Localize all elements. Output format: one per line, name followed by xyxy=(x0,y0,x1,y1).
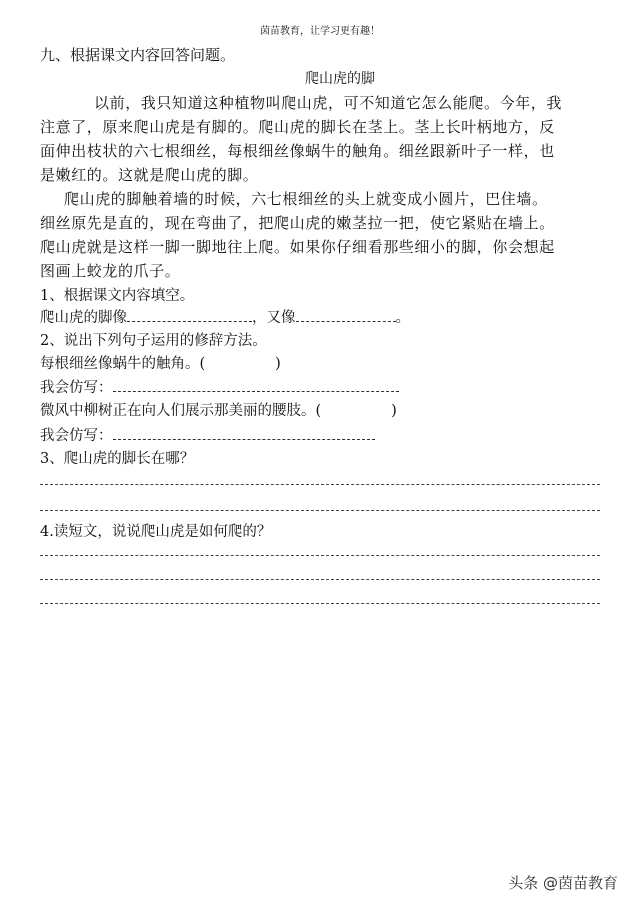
answer-line[interactable] xyxy=(40,579,600,580)
answer-line[interactable] xyxy=(40,555,600,556)
question-2-sentence-2 xyxy=(40,399,397,420)
question-1-title: 1、根据课文内容填空。 xyxy=(40,288,195,304)
passage-line: 爬山虎的脚触着墙的时候，六七根细丝的头上就变成小圆片，巴住墙。 xyxy=(64,190,548,208)
question-2-sentence-1 xyxy=(40,352,281,373)
answer-blank[interactable] xyxy=(113,425,375,440)
passage-title: 爬山虎的脚 xyxy=(305,71,375,87)
imitate-label: 我会仿写： xyxy=(40,428,113,444)
imitate-row-1 xyxy=(40,376,399,397)
answer-blank[interactable] xyxy=(127,307,252,322)
answer-line[interactable] xyxy=(40,603,600,604)
passage-line: 面伸出枝状的六七根细丝，每根细丝像蜗牛的触角。细丝跟新叶子一样，也 xyxy=(40,142,555,160)
answer-blank[interactable] xyxy=(296,307,396,322)
question-4-title: 4.读短文，说说爬山虎是如何爬的？ xyxy=(40,524,272,540)
fill-end: 。 xyxy=(395,310,410,326)
imitate-row-2 xyxy=(40,424,375,445)
sentence-text: 每根细丝像蜗牛的触角。( xyxy=(40,356,206,372)
close-paren: ) xyxy=(275,356,281,372)
question-2-title: 2、说出下列句子运用的修辞方法。 xyxy=(40,333,267,349)
passage-line: 细丝原先是直的，现在弯曲了，把爬山虎的嫩茎拉一把，使它紧贴在墙上。 xyxy=(40,214,555,232)
page-header: 茵苗教育，让学习更有趣！ xyxy=(260,26,380,37)
section-title: 九、根据课文内容回答问题。 xyxy=(40,46,236,64)
watermark-footer: 头条 @茵苗教育 xyxy=(508,874,618,892)
answer-blank[interactable] xyxy=(113,377,399,392)
answer-line[interactable] xyxy=(40,510,600,511)
question-3-title: 3、爬山虎的脚长在哪？ xyxy=(40,451,195,467)
imitate-label: 我会仿写： xyxy=(40,380,113,396)
passage-line: 以前，我只知道这种植物叫爬山虎，可不知道它怎么能爬。今年，我 xyxy=(94,94,563,112)
answer-line[interactable] xyxy=(40,484,600,485)
passage-line: 爬山虎就是这样一脚一脚地往上爬。如果你仔细看那些细小的脚，你会想起 xyxy=(40,238,555,256)
question-1-fill xyxy=(40,306,410,327)
passage-line: 注意了，原来爬山虎是有脚的。爬山虎的脚长在茎上。茎上长叶柄地方，反 xyxy=(40,118,555,136)
fill-prefix: 爬山虎的脚像 xyxy=(40,310,127,326)
sentence-text: 微风中柳树正在向人们展示那美丽的腰肢。( xyxy=(40,403,322,419)
passage-line: 图画上蛟龙的爪子。 xyxy=(40,262,181,280)
close-paren: ) xyxy=(391,403,397,419)
passage-line: 是嫩红的。这就是爬山虎的脚。 xyxy=(40,166,259,184)
fill-middle: ，又像 xyxy=(252,310,296,326)
